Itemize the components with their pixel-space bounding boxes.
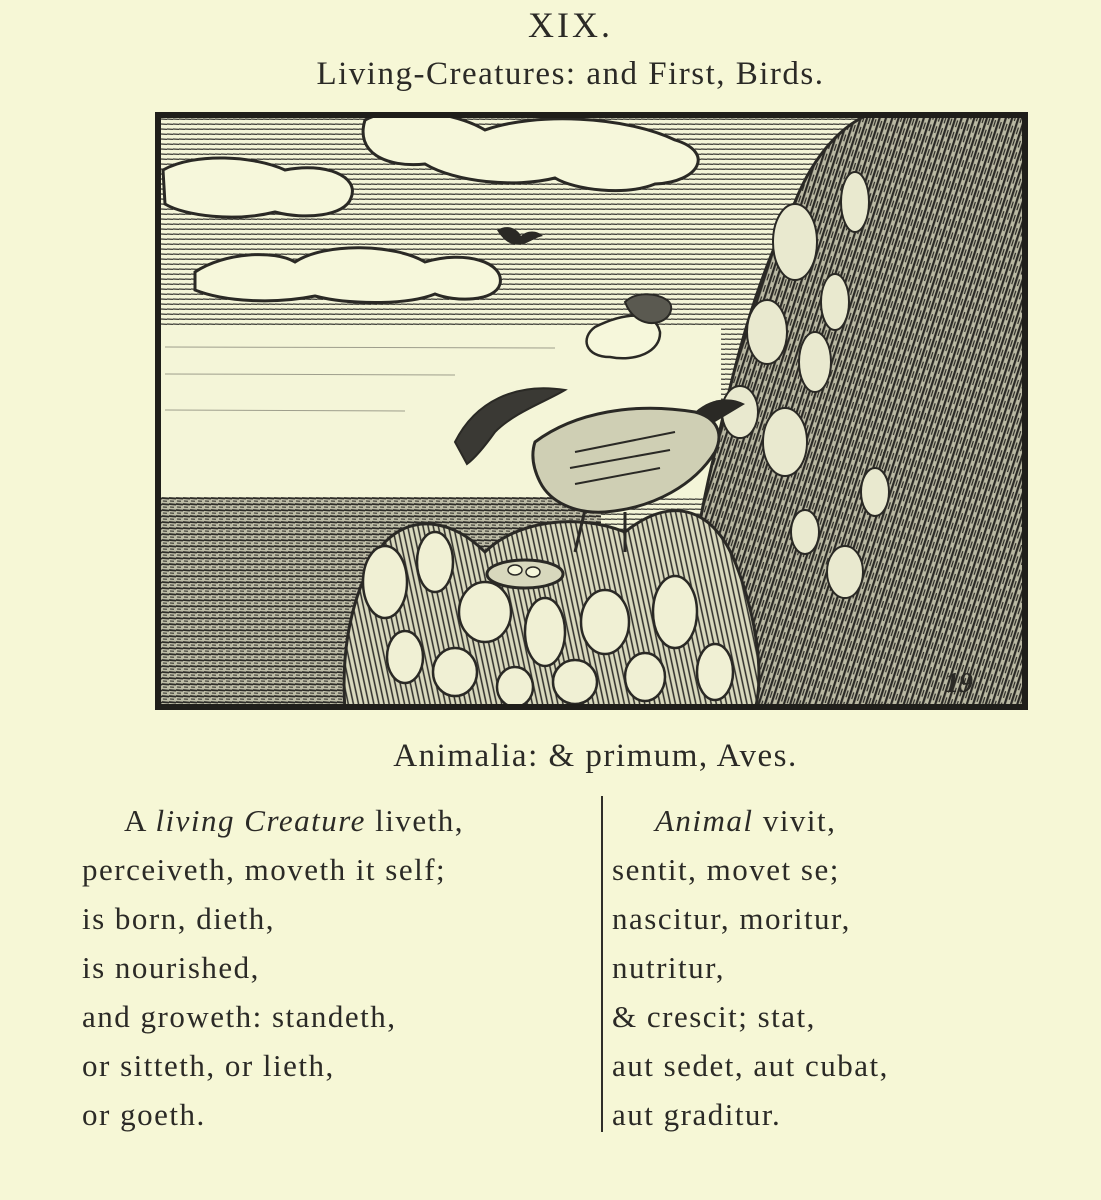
latin-line: nutritur,	[612, 950, 725, 985]
latin-column	[612, 796, 889, 1139]
english-line: or sitteth, or lieth,	[82, 1048, 335, 1083]
chapter-title: Living-Creatures: and First, Birds.	[316, 56, 825, 92]
english-line-1: A living Creature liveth,	[124, 803, 465, 838]
column-divider	[601, 796, 603, 1132]
chapter-number: XIX.	[528, 5, 613, 45]
english-line: or goeth.	[82, 1097, 206, 1132]
english-line: perceiveth, moveth it self;	[82, 852, 447, 887]
english-column	[82, 796, 464, 1139]
latin-italic-term: Animal	[655, 803, 754, 838]
woodcut-illustration	[155, 112, 1028, 710]
latin-title: Animalia: & primum, Aves.	[393, 738, 798, 774]
english-line: is nourished,	[82, 950, 260, 985]
latin-line: nascitur, moritur,	[612, 901, 851, 936]
english-italic-term: living Creature	[155, 803, 366, 838]
latin-line: sentit, movet se;	[612, 852, 840, 887]
latin-line: aut graditur.	[612, 1097, 782, 1132]
latin-line: & crescit; stat,	[612, 999, 816, 1034]
latin-line: aut sedet, aut cubat,	[612, 1048, 889, 1083]
english-line: is born, dieth,	[82, 901, 275, 936]
english-line: and groweth: standeth,	[82, 999, 397, 1034]
plate-number: 19	[945, 668, 973, 699]
latin-line-1: Animal vivit,	[655, 803, 837, 838]
